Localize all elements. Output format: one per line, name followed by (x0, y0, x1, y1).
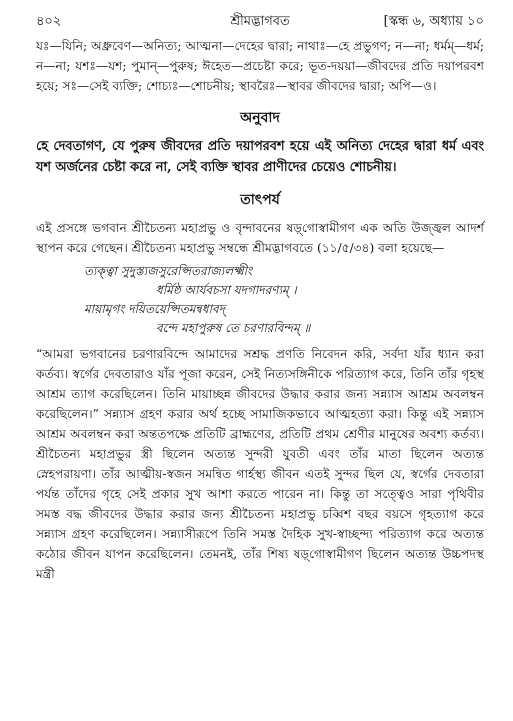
verse-line: ত্যক্ত্বা সুদুস্ত্যজসুরেপ্সিতরাজ্যলক্ষ্মীং (84, 264, 253, 278)
sanskrit-verse (36, 262, 484, 338)
page-number: ৪০২ (36, 14, 62, 29)
translation-paragraph: হে দেবতাগণ, যে পুরুষ জীবদের প্রতি দয়াপরবশ হয়ে এই অনিত্য দেহের দ্বারা ধর্ম এবং যশ অর্জনের চেষ্টা করে না, সেই ব্যক্তি স্থাবর প্রাণীদের চেয়েও শোচনীয়। (36, 139, 484, 175)
purport-heading: তাৎপর্য (240, 192, 280, 208)
verse-line: ধর্মিষ্ঠ আর্যবচসা যদগাদরণ্যম্‌ । (156, 283, 297, 297)
synonyms-paragraph: যঃ—যিনি; অধ্রুবেণ—অনিত্য; আত্মনা—দেহের দ্বারা; নাথাঃ—হে প্রভুগণ; ন—না; ধর্মম্—ধর্ম; ন—না; যশঃ—যশ; পুমান্—পুরুষ; ঈহেত—প্রচেষ্টা করে; ভূত-দয়য়া—জীবদের প্রতি দয়াপরবশ হয়ে; সঃ—সেই ব্যক্তি; শোচ্যঃ—শোচনীয়; স্থাবরৈঃ—স্থাবর জীবদের দ্বারা; অপি—ও। (36, 39, 484, 93)
book-title: শ্রীমদ্ভাগবত (230, 14, 290, 29)
purport-body: “আমরা ভগবানের চরণারবিন্দে আমাদের সশ্রদ্ধ প্রণতি নিবেদন করি, সর্বদা যাঁর ধ্যান করা কর্তব্য। স্বর্গের দেবতারাও যাঁর পূজা করেন, সেই নিত্যসঙ্গিনীকে পরিত্যাগ করে, তিনি তাঁর গৃহস্থ আশ্রম ত্যাগ করেছিলেন। তিনি মায়াচ্ছন্ন জীবদের উদ্ধার করার জন্য সন্ন্যাস আশ্রম অবলম্বন করেছিলেন।” সন্ন্যাস গ্রহণ করার অর্থ হচ্ছে সামাজিকভাবে আত্মহত্যা করা। কিন্তু এই সন্ন্যাস আশ্রম অবলম্বন করা অন্ততপক্ষে প্রতিটি ব্রাহ্মণের, প্রতিটি প্রথম শ্রেণীর মানুষের অবশ্য কর্তব্য। শ্রীচৈতন্য মহাপ্রভুর স্ত্রী ছিলেন অত্যন্ত সুন্দরী যুবতী এবং তাঁর মাতা ছিলেন অত্যন্ত স্নেহপরায়ণা। তাঁর আত্মীয়-স্বজন সমন্বিত গার্হস্থ্য জীবন এতই সুন্দর ছিল যে, স্বর্গের দেবতারা পর্যন্ত তাঁদের গৃহে সেই প্রকার সুখ আশা করতে পারেন না। কিন্তু তা সত্ত্বেও সারা পৃথিবীর সমস্ত বদ্ধ জীবদের উদ্ধার করার জন্য শ্রীচৈতন্য মহাপ্রভু চব্বিশ বছর বয়সে গৃহত্যাগ করে সন্ন্যাস গ্রহণ করেছিলেন। সন্ন্যাসীরূপে তিনি সমস্ত দৈহিক সুখ-স্বাচ্ছন্দ্য পরিত্যাগ করে অত্যন্ত কঠোর জীবন যাপন করেছিলেন। তেমনই, তাঁর শিষ্য ষড়্‌গোস্বামীগণ ছিলেন অত্যন্ত উচ্চপদস্থ মন্ত্রী (36, 347, 484, 581)
running-header (36, 8, 484, 30)
verse-line: মায়ামৃগং দয়িতয়েপ্সিতমন্বধাবদ্ (84, 302, 225, 316)
chapter-reference: [স্কন্ধ ৬, অধ্যায় ১০ (383, 14, 484, 29)
purport-intro: এই প্রসঙ্গে ভগবান শ্রীচৈতন্য মহাপ্রভু ও বৃন্দাবনের ষড়্‌গোস্বামীগণ এক অতি উজ্জ্বল আদর্শ স্থাপন করে গেছেন। শ্রীচৈতন্য মহাপ্রভু সম্বন্ধে শ্রীমদ্ভাগবতে (১১/৫/৩৪) বলা হয়েছে— (36, 221, 484, 255)
page (36, 8, 484, 584)
translation-heading: অনুবাদ (240, 110, 280, 126)
verse-line: বন্দে মহাপুরুষ তে চরণারবিন্দম্ ॥ (156, 321, 311, 335)
